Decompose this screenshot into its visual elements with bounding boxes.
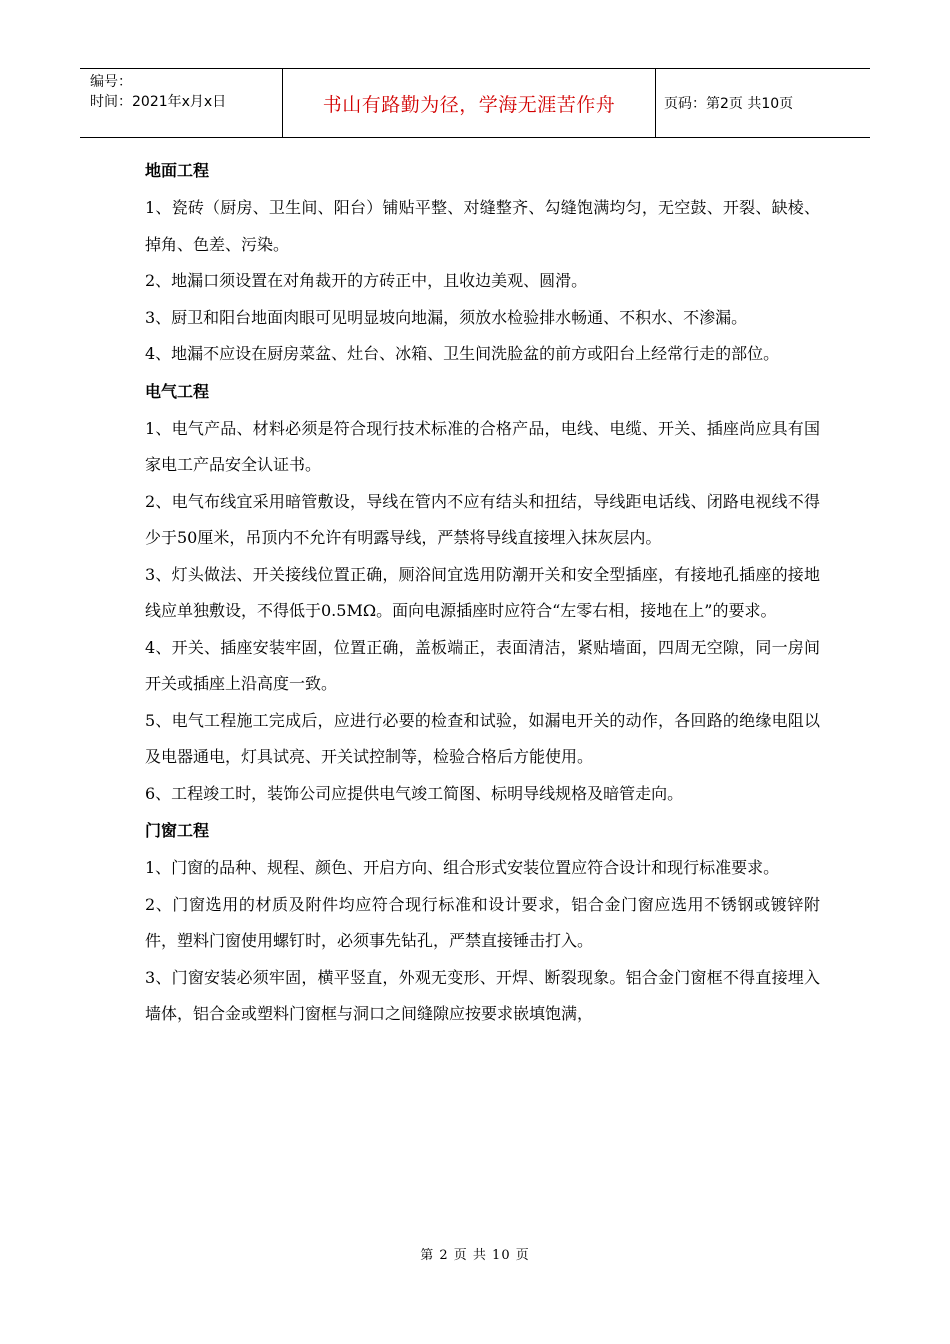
header-motto: 书山有路勤为径，学海无涯苦作舟 (283, 69, 656, 137)
section-title: 门窗工程 (145, 821, 210, 840)
section-floor (145, 152, 820, 373)
document-date: 时间：2021年x月x日 (90, 94, 227, 110)
page-header (80, 68, 870, 138)
page-footer: 第 2 页 共 10 页 (420, 1248, 530, 1263)
paragraph: 5、电气工程施工完成后，应进行必要的检查和试验，如漏电开关的动作，各回路的绝缘电阻以及电器通电，灯具试亮、开关试控制等，检验合格后方能使用。 (145, 710, 820, 766)
paragraph: 4、地漏不应设在厨房菜盆、灶台、冰箱、卫生间洗脸盆的前方或阳台上经常行走的部位。 (145, 344, 780, 363)
paragraph: 1、瓷砖（厨房、卫生间、阳台）铺贴平整、对缝整齐、勾缝饱满均匀，无空鼓、开裂、缺棱、掉角、色差、污染。 (145, 198, 820, 254)
section-electrical (145, 373, 820, 813)
paragraph: 1、电气产品、材料必须是符合现行技术标准的合格产品，电线、电缆、开关、插座尚应具有国家电工产品安全认证书。 (145, 418, 820, 474)
paragraph: 3、灯头做法、开关接线位置正确，厕浴间宜选用防潮开关和安全型插座，有接地孔插座的接地线应单独敷设，不得低于0.5MΩ。面向电源插座时应符合“左零右相，接地在上”的要求。 (145, 564, 820, 620)
paragraph: 3、门窗安装必须牢固，横平竖直，外观无变形、开焊、断裂现象。铝合金门窗框不得直接埋入墙体，铝合金或塑料门窗框与洞口之间缝隙应按要求嵌填饱满， (145, 967, 820, 1023)
document-body (145, 152, 820, 1033)
paragraph: 1、门窗的品种、规程、颜色、开启方向、组合形式安装位置应符合设计和现行标准要求。 (145, 858, 780, 877)
header-page-info: 页码：第2页 共10页 (664, 96, 794, 112)
document-number: 编号： (90, 74, 132, 90)
paragraph: 2、地漏口须设置在对角裁开的方砖正中，且收边美观、圆滑。 (145, 271, 588, 290)
header-meta (80, 69, 283, 137)
paragraph: 2、门窗选用的材质及附件均应符合现行标准和设计要求，铝合金门窗应选用不锈钢或镀锌附件，塑料门窗使用螺钉时，必须事先钻孔，严禁直接锤击打入。 (145, 894, 820, 950)
section-title: 地面工程 (145, 161, 210, 180)
paragraph: 6、工程竣工时，装饰公司应提供电气竣工简图、标明导线规格及暗管走向。 (145, 783, 684, 803)
paragraph: 4、开关、插座安装牢固，位置正确，盖板端正，表面清洁，紧贴墙面，四周无空隙，同一房间开关或插座上沿高度一致。 (145, 637, 820, 693)
section-doors-windows (145, 812, 820, 1033)
paragraph: 2、电气布线宜采用暗管敷设，导线在管内不应有结头和扭结，导线距电话线、闭路电视线不得少于50厘米，吊顶内不允许有明露导线，严禁将导线直接埋入抹灰层内。 (145, 491, 820, 547)
paragraph: 3、厨卫和阳台地面肉眼可见明显坡向地漏，须放水检验排水畅通、不积水、不渗漏。 (145, 307, 748, 327)
section-title: 电气工程 (145, 381, 210, 401)
